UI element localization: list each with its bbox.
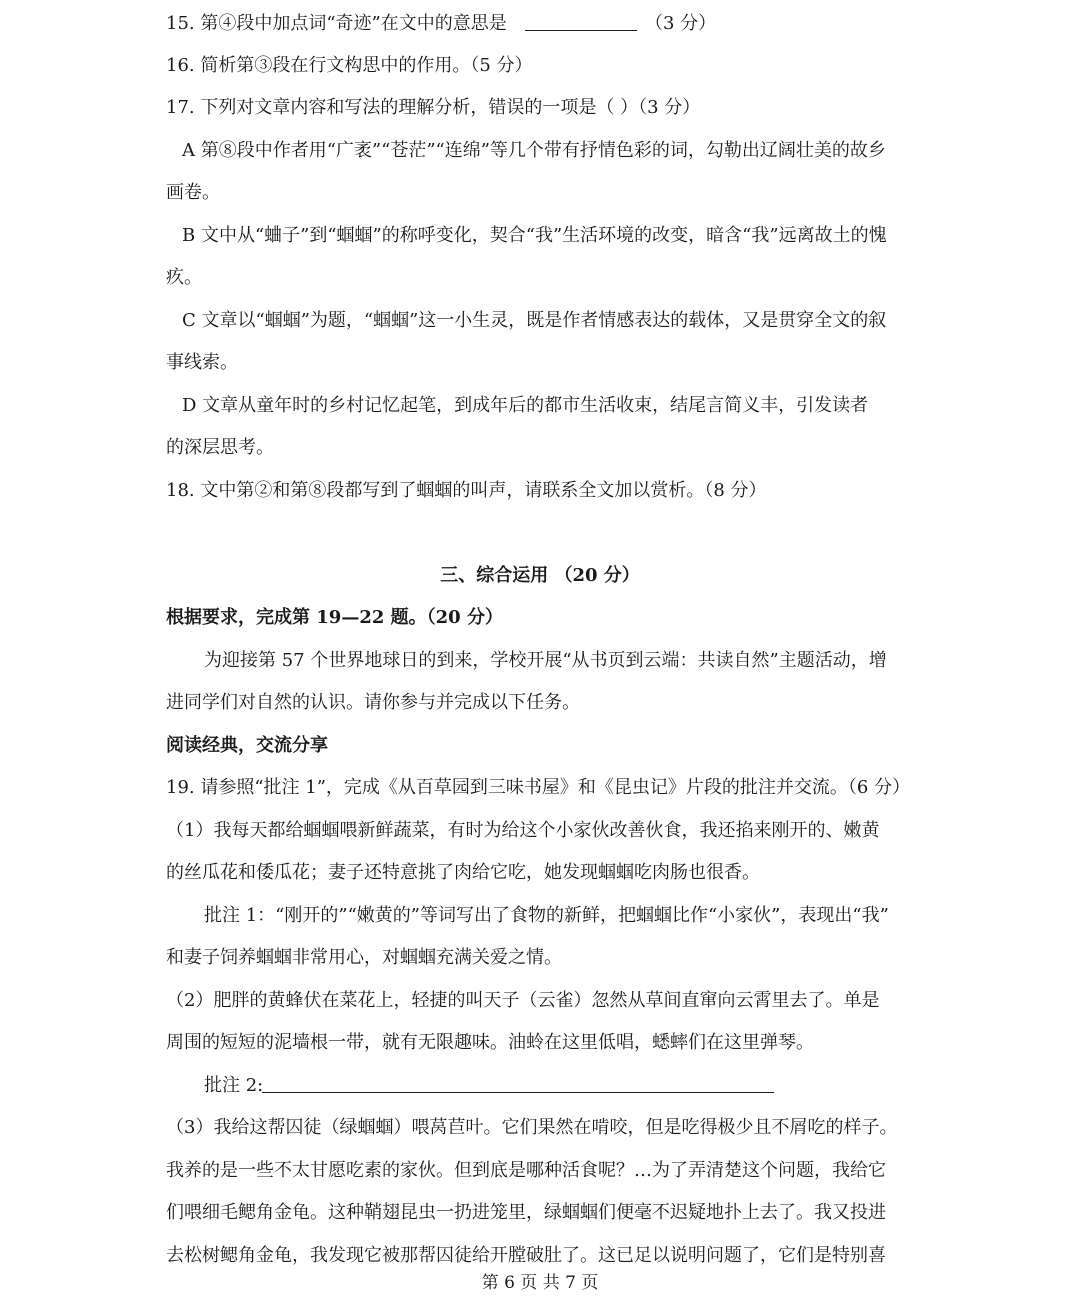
passage-2-line1: （2）肥胖的黄蜂伏在菜花上，轻捷的叫天子（云雀）忽然从草间直窜向云霄里去了。单是: [166, 990, 880, 1011]
subheading-reading: 阅读经典，交流分享: [166, 735, 328, 756]
intro-line2: 进同学们对自然的认识。请你参与并完成以下任务。: [166, 692, 580, 713]
intro-line1: 为迎接第 57 个世界地球日的到来，学校开展“从书页到云端：共读自然”主题活动，增: [204, 650, 887, 671]
option-c-line1: C 文章以“蝈蝈”为题，“蝈蝈”这一小生灵，既是作者情感表达的载体，又是贯穿全文的叙: [182, 310, 887, 331]
answer-blank-15[interactable]: [525, 6, 637, 31]
note-1-line2: 和妻子饲养蝈蝈非常用心，对蝈蝈充满关爱之情。: [166, 947, 562, 968]
option-b-line2: 疚。: [166, 267, 202, 288]
passage-1-line2: 的丝瓜花和倭瓜花；妻子还特意挑了肉给它吃，她发现蝈蝈吃肉肠也很香。: [166, 862, 760, 883]
question-15-score: （3 分）: [645, 13, 717, 34]
option-c-line2: 事线索。: [166, 352, 238, 373]
passage-3-line4: 去松树鳃角金龟，我发现它被那帮囚徒给开膛破肚了。这已足以说明问题了，它们是特别喜: [166, 1245, 886, 1266]
page-footer: 第 6 页 共 7 页: [481, 1273, 599, 1293]
passage-1-line1: （1）我每天都给蝈蝈喂新鲜蔬菜，有时为给这个小家伙改善伙食，我还掐来刚开的、嫩黄: [166, 820, 880, 841]
note-2: [0, 1066, 1080, 1106]
option-a-line1: A 第⑧段中作者用“广袤”“苍茫”“连绵”等几个带有抒情色彩的词，勾勒出辽阔壮美的故乡: [182, 140, 886, 161]
question-17: 17. 下列对文章内容和写法的理解分析，错误的一项是（ ）（3 分）: [166, 97, 701, 118]
passage-3-line2: 我养的是一些不太甘愿吃素的家伙。但到底是哪种活食呢？…为了弄清楚这个问题，我给它: [166, 1160, 886, 1181]
passage-3-line3: 们喂细毛鳃角金龟。这种鞘翅昆虫一扔进笼里，绿蝈蝈们便毫不迟疑地扑上去了。我又投进: [166, 1202, 886, 1223]
question-16: 16. 简析第③段在行文构思中的作用。（5 分）: [166, 55, 533, 76]
question-15: [0, 4, 1080, 44]
option-a-line2: 画卷。: [166, 182, 220, 203]
passage-2-line2: 周围的短短的泥墙根一带，就有无限趣味。油蛉在这里低唱，蟋蟀们在这里弹琴。: [166, 1032, 814, 1053]
question-18: 18. 文中第②和第⑧段都写到了蝈蝈的叫声，请联系全文加以赏析。（8 分）: [166, 480, 767, 501]
option-d-line2: 的深层思考。: [166, 437, 274, 458]
section-3-requirement: 根据要求，完成第 19—22 题。（20 分）: [166, 607, 503, 628]
section-3-title: 三、综合运用 （20 分）: [440, 565, 640, 586]
option-b-line1: B 文中从“蛐子”到“蝈蝈”的称呼变化，契合“我”生活环境的改变，暗含“我”远离故土的愧: [182, 225, 887, 246]
passage-3-line1: （3）我给这帮囚徒（绿蝈蝈）喂莴苣叶。它们果然在啃咬，但是吃得极少且不屑吃的样子。: [166, 1117, 898, 1138]
answer-blank-note-2[interactable]: [262, 1068, 774, 1093]
question-19: 19. 请参照“批注 1”，完成《从百草园到三味书屋》和《昆虫记》片段的批注并交流。（6 分）: [166, 777, 911, 798]
note-1-line1: 批注 1：“刚开的”“嫩黄的”等词写出了食物的新鲜，把蝈蝈比作“小家伙”，表现出“我”: [204, 905, 889, 926]
option-d-line1: D 文章从童年时的乡村记忆起笔，到成年后的都市生活收束，结尾言简义丰，引发读者: [182, 395, 869, 416]
note-2-label: 批注 2:: [204, 1075, 264, 1096]
question-15-text: 15. 第④段中加点词“奇迹”在文中的意思是: [166, 13, 507, 34]
